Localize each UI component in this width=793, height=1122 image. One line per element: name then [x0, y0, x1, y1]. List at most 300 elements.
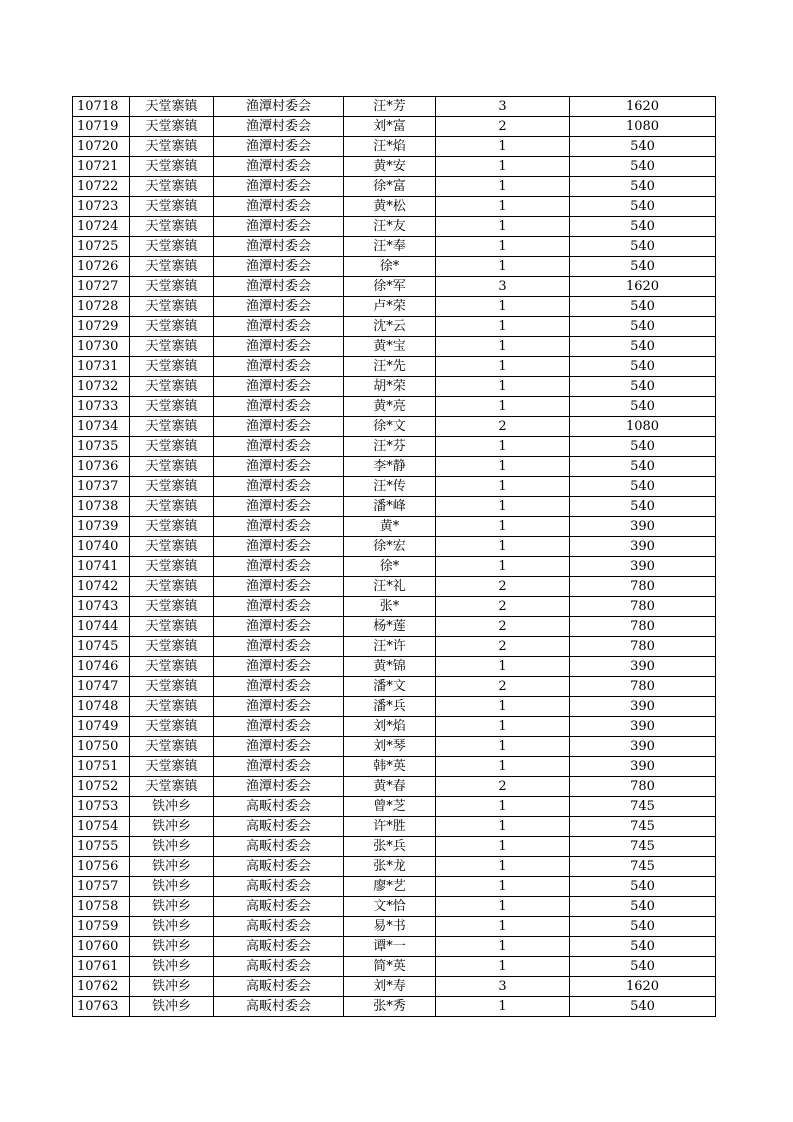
- count-cell: 1: [436, 937, 570, 957]
- amount-cell: 780: [570, 637, 716, 657]
- amount-cell: 540: [570, 337, 716, 357]
- village-committee-cell: 渔潭村委会: [214, 337, 344, 357]
- row-id-cell: 10745: [73, 637, 130, 657]
- count-cell: 1: [436, 857, 570, 877]
- count-cell: 1: [436, 437, 570, 457]
- count-cell: 1: [436, 917, 570, 937]
- amount-cell: 390: [570, 517, 716, 537]
- table-row: [73, 577, 716, 597]
- count-cell: 1: [436, 357, 570, 377]
- row-id-cell: 10763: [73, 997, 130, 1017]
- town-cell: 天堂寨镇: [130, 377, 214, 397]
- amount-cell: 1620: [570, 277, 716, 297]
- name-cell: 李*静: [344, 457, 436, 477]
- row-id-cell: 10747: [73, 677, 130, 697]
- name-cell: 徐*文: [344, 417, 436, 437]
- name-cell: 汪*先: [344, 357, 436, 377]
- table-row: [73, 557, 716, 577]
- town-cell: 天堂寨镇: [130, 437, 214, 457]
- count-cell: 2: [436, 577, 570, 597]
- town-cell: 天堂寨镇: [130, 457, 214, 477]
- row-id-cell: 10741: [73, 557, 130, 577]
- amount-cell: 540: [570, 477, 716, 497]
- name-cell: 刘*琴: [344, 737, 436, 757]
- row-id-cell: 10740: [73, 537, 130, 557]
- name-cell: 汪*许: [344, 637, 436, 657]
- name-cell: 徐*富: [344, 177, 436, 197]
- count-cell: 3: [436, 277, 570, 297]
- amount-cell: 780: [570, 677, 716, 697]
- village-committee-cell: 渔潭村委会: [214, 597, 344, 617]
- amount-cell: 540: [570, 957, 716, 977]
- town-cell: 天堂寨镇: [130, 537, 214, 557]
- village-committee-cell: 渔潭村委会: [214, 317, 344, 337]
- row-id-cell: 10721: [73, 157, 130, 177]
- name-cell: 刘*富: [344, 117, 436, 137]
- count-cell: 1: [436, 477, 570, 497]
- town-cell: 天堂寨镇: [130, 677, 214, 697]
- amount-cell: 540: [570, 937, 716, 957]
- village-committee-cell: 渔潭村委会: [214, 97, 344, 117]
- row-id-cell: 10756: [73, 857, 130, 877]
- village-committee-cell: 渔潭村委会: [214, 697, 344, 717]
- town-cell: 天堂寨镇: [130, 277, 214, 297]
- name-cell: 黄*安: [344, 157, 436, 177]
- town-cell: 铁冲乡: [130, 837, 214, 857]
- row-id-cell: 10729: [73, 317, 130, 337]
- amount-cell: 540: [570, 177, 716, 197]
- town-cell: 天堂寨镇: [130, 477, 214, 497]
- village-committee-cell: 渔潭村委会: [214, 737, 344, 757]
- count-cell: 1: [436, 837, 570, 857]
- table-row: [73, 837, 716, 857]
- table-row: [73, 757, 716, 777]
- row-id-cell: 10743: [73, 597, 130, 617]
- count-cell: 1: [436, 877, 570, 897]
- village-committee-cell: 高畈村委会: [214, 857, 344, 877]
- name-cell: 汪*芳: [344, 97, 436, 117]
- village-committee-cell: 渔潭村委会: [214, 197, 344, 217]
- row-id-cell: 10726: [73, 257, 130, 277]
- count-cell: 2: [436, 117, 570, 137]
- count-cell: 1: [436, 457, 570, 477]
- table-row: [73, 617, 716, 637]
- town-cell: 天堂寨镇: [130, 617, 214, 637]
- row-id-cell: 10761: [73, 957, 130, 977]
- amount-cell: 540: [570, 497, 716, 517]
- town-cell: 天堂寨镇: [130, 497, 214, 517]
- amount-cell: 390: [570, 657, 716, 677]
- amount-cell: 390: [570, 737, 716, 757]
- row-id-cell: 10737: [73, 477, 130, 497]
- amount-cell: 390: [570, 557, 716, 577]
- village-committee-cell: 高畈村委会: [214, 837, 344, 857]
- table-row: [73, 657, 716, 677]
- amount-cell: 540: [570, 397, 716, 417]
- row-id-cell: 10739: [73, 517, 130, 537]
- table-row: [73, 597, 716, 617]
- village-committee-cell: 渔潭村委会: [214, 177, 344, 197]
- town-cell: 天堂寨镇: [130, 777, 214, 797]
- town-cell: 铁冲乡: [130, 917, 214, 937]
- name-cell: 汪*奉: [344, 237, 436, 257]
- name-cell: 许*胜: [344, 817, 436, 837]
- town-cell: 天堂寨镇: [130, 637, 214, 657]
- name-cell: 黄*松: [344, 197, 436, 217]
- table-row: [73, 497, 716, 517]
- town-cell: 天堂寨镇: [130, 297, 214, 317]
- table-row: [73, 937, 716, 957]
- village-committee-cell: 渔潭村委会: [214, 297, 344, 317]
- amount-cell: 780: [570, 777, 716, 797]
- table-row: [73, 257, 716, 277]
- amount-cell: 745: [570, 837, 716, 857]
- amount-cell: 540: [570, 297, 716, 317]
- row-id-cell: 10719: [73, 117, 130, 137]
- village-committee-cell: 高畈村委会: [214, 817, 344, 837]
- village-committee-cell: 高畈村委会: [214, 917, 344, 937]
- name-cell: 黄*宝: [344, 337, 436, 357]
- amount-cell: 540: [570, 197, 716, 217]
- table-row: [73, 97, 716, 117]
- name-cell: 韩*英: [344, 757, 436, 777]
- row-id-cell: 10753: [73, 797, 130, 817]
- name-cell: 刘*焰: [344, 717, 436, 737]
- amount-cell: 540: [570, 257, 716, 277]
- name-cell: 徐*: [344, 557, 436, 577]
- row-id-cell: 10722: [73, 177, 130, 197]
- name-cell: 黄*亮: [344, 397, 436, 417]
- village-committee-cell: 渔潭村委会: [214, 457, 344, 477]
- row-id-cell: 10762: [73, 977, 130, 997]
- village-committee-cell: 渔潭村委会: [214, 437, 344, 457]
- count-cell: 1: [436, 137, 570, 157]
- village-committee-cell: 渔潭村委会: [214, 217, 344, 237]
- row-id-cell: 10728: [73, 297, 130, 317]
- amount-cell: 390: [570, 717, 716, 737]
- village-committee-cell: 高畈村委会: [214, 997, 344, 1017]
- town-cell: 天堂寨镇: [130, 237, 214, 257]
- name-cell: 徐*宏: [344, 537, 436, 557]
- count-cell: 2: [436, 617, 570, 637]
- name-cell: 刘*寿: [344, 977, 436, 997]
- amount-cell: 540: [570, 237, 716, 257]
- row-id-cell: 10730: [73, 337, 130, 357]
- town-cell: 铁冲乡: [130, 817, 214, 837]
- village-committee-cell: 渔潭村委会: [214, 537, 344, 557]
- amount-cell: 540: [570, 377, 716, 397]
- village-committee-cell: 渔潭村委会: [214, 277, 344, 297]
- row-id-cell: 10733: [73, 397, 130, 417]
- town-cell: 天堂寨镇: [130, 737, 214, 757]
- name-cell: 简*英: [344, 957, 436, 977]
- amount-cell: 540: [570, 877, 716, 897]
- town-cell: 天堂寨镇: [130, 317, 214, 337]
- amount-cell: 540: [570, 437, 716, 457]
- table-row: [73, 977, 716, 997]
- name-cell: 曾*芝: [344, 797, 436, 817]
- count-cell: 1: [436, 897, 570, 917]
- amount-cell: 540: [570, 997, 716, 1017]
- table-row: [73, 217, 716, 237]
- row-id-cell: 10750: [73, 737, 130, 757]
- amount-cell: 1080: [570, 417, 716, 437]
- table-row: [73, 737, 716, 757]
- row-id-cell: 10758: [73, 897, 130, 917]
- name-cell: 黄*锦: [344, 657, 436, 677]
- table-row: [73, 417, 716, 437]
- count-cell: 1: [436, 497, 570, 517]
- name-cell: 沈*云: [344, 317, 436, 337]
- count-cell: 1: [436, 257, 570, 277]
- village-committee-cell: 渔潭村委会: [214, 517, 344, 537]
- village-committee-cell: 渔潭村委会: [214, 237, 344, 257]
- town-cell: 天堂寨镇: [130, 417, 214, 437]
- row-id-cell: 10732: [73, 377, 130, 397]
- count-cell: 1: [436, 717, 570, 737]
- row-id-cell: 10760: [73, 937, 130, 957]
- row-id-cell: 10725: [73, 237, 130, 257]
- name-cell: 汪*焰: [344, 137, 436, 157]
- amount-cell: 390: [570, 697, 716, 717]
- name-cell: 汪*芬: [344, 437, 436, 457]
- count-cell: 1: [436, 217, 570, 237]
- count-cell: 3: [436, 977, 570, 997]
- town-cell: 铁冲乡: [130, 877, 214, 897]
- count-cell: 2: [436, 597, 570, 617]
- row-id-cell: 10727: [73, 277, 130, 297]
- table-row: [73, 997, 716, 1017]
- table-row: [73, 397, 716, 417]
- town-cell: 天堂寨镇: [130, 717, 214, 737]
- count-cell: 2: [436, 637, 570, 657]
- town-cell: 天堂寨镇: [130, 517, 214, 537]
- town-cell: 天堂寨镇: [130, 157, 214, 177]
- amount-cell: 390: [570, 537, 716, 557]
- name-cell: 黄*: [344, 517, 436, 537]
- village-committee-cell: 渔潭村委会: [214, 757, 344, 777]
- amount-cell: 780: [570, 577, 716, 597]
- village-committee-cell: 渔潭村委会: [214, 157, 344, 177]
- name-cell: 胡*荣: [344, 377, 436, 397]
- table-row: [73, 297, 716, 317]
- table-row: [73, 957, 716, 977]
- count-cell: 1: [436, 557, 570, 577]
- table-row: [73, 857, 716, 877]
- count-cell: 1: [436, 957, 570, 977]
- town-cell: 天堂寨镇: [130, 177, 214, 197]
- village-committee-cell: 高畈村委会: [214, 797, 344, 817]
- table-row: [73, 677, 716, 697]
- row-id-cell: 10731: [73, 357, 130, 377]
- village-committee-cell: 渔潭村委会: [214, 257, 344, 277]
- town-cell: 天堂寨镇: [130, 137, 214, 157]
- town-cell: 天堂寨镇: [130, 597, 214, 617]
- row-id-cell: 10757: [73, 877, 130, 897]
- town-cell: 天堂寨镇: [130, 577, 214, 597]
- table-row: [73, 917, 716, 937]
- amount-cell: 780: [570, 617, 716, 637]
- table-row: [73, 137, 716, 157]
- village-committee-cell: 高畈村委会: [214, 977, 344, 997]
- count-cell: 1: [436, 737, 570, 757]
- town-cell: 天堂寨镇: [130, 397, 214, 417]
- row-id-cell: 10754: [73, 817, 130, 837]
- table-row: [73, 357, 716, 377]
- count-cell: 1: [436, 697, 570, 717]
- count-cell: 1: [436, 657, 570, 677]
- count-cell: 1: [436, 797, 570, 817]
- town-cell: 天堂寨镇: [130, 697, 214, 717]
- village-committee-cell: 渔潭村委会: [214, 477, 344, 497]
- row-id-cell: 10751: [73, 757, 130, 777]
- count-cell: 1: [436, 757, 570, 777]
- table-row: [73, 897, 716, 917]
- village-committee-cell: 渔潭村委会: [214, 557, 344, 577]
- count-cell: 1: [436, 177, 570, 197]
- town-cell: 天堂寨镇: [130, 117, 214, 137]
- amount-cell: 745: [570, 817, 716, 837]
- count-cell: 1: [436, 237, 570, 257]
- table-row: [73, 377, 716, 397]
- name-cell: 潘*文: [344, 677, 436, 697]
- name-cell: 张*龙: [344, 857, 436, 877]
- row-id-cell: 10718: [73, 97, 130, 117]
- table-row: [73, 777, 716, 797]
- village-committee-cell: 渔潭村委会: [214, 637, 344, 657]
- count-cell: 1: [436, 377, 570, 397]
- village-committee-cell: 渔潭村委会: [214, 677, 344, 697]
- count-cell: 1: [436, 397, 570, 417]
- count-cell: 1: [436, 517, 570, 537]
- name-cell: 汪*传: [344, 477, 436, 497]
- name-cell: 文*恰: [344, 897, 436, 917]
- data-table: [72, 96, 716, 1017]
- town-cell: 天堂寨镇: [130, 97, 214, 117]
- table-row: [73, 157, 716, 177]
- town-cell: 铁冲乡: [130, 977, 214, 997]
- count-cell: 2: [436, 417, 570, 437]
- town-cell: 铁冲乡: [130, 857, 214, 877]
- village-committee-cell: 渔潭村委会: [214, 357, 344, 377]
- village-committee-cell: 高畈村委会: [214, 937, 344, 957]
- name-cell: 徐*: [344, 257, 436, 277]
- town-cell: 铁冲乡: [130, 957, 214, 977]
- table-row: [73, 697, 716, 717]
- name-cell: 杨*莲: [344, 617, 436, 637]
- amount-cell: 540: [570, 137, 716, 157]
- table-row: [73, 637, 716, 657]
- village-committee-cell: 渔潭村委会: [214, 117, 344, 137]
- town-cell: 天堂寨镇: [130, 337, 214, 357]
- village-committee-cell: 渔潭村委会: [214, 377, 344, 397]
- name-cell: 谭*一: [344, 937, 436, 957]
- table-row: [73, 797, 716, 817]
- village-committee-cell: 渔潭村委会: [214, 777, 344, 797]
- amount-cell: 540: [570, 157, 716, 177]
- amount-cell: 540: [570, 317, 716, 337]
- village-committee-cell: 渔潭村委会: [214, 497, 344, 517]
- town-cell: 天堂寨镇: [130, 557, 214, 577]
- amount-cell: 540: [570, 917, 716, 937]
- count-cell: 2: [436, 677, 570, 697]
- amount-cell: 1080: [570, 117, 716, 137]
- amount-cell: 540: [570, 357, 716, 377]
- town-cell: 铁冲乡: [130, 897, 214, 917]
- table-row: [73, 717, 716, 737]
- row-id-cell: 10723: [73, 197, 130, 217]
- name-cell: 潘*兵: [344, 697, 436, 717]
- count-cell: 1: [436, 997, 570, 1017]
- row-id-cell: 10752: [73, 777, 130, 797]
- row-id-cell: 10735: [73, 437, 130, 457]
- village-committee-cell: 渔潭村委会: [214, 417, 344, 437]
- count-cell: 1: [436, 537, 570, 557]
- amount-cell: 745: [570, 857, 716, 877]
- row-id-cell: 10749: [73, 717, 130, 737]
- amount-cell: 540: [570, 217, 716, 237]
- table-row: [73, 337, 716, 357]
- amount-cell: 390: [570, 757, 716, 777]
- count-cell: 1: [436, 317, 570, 337]
- table-row: [73, 117, 716, 137]
- town-cell: 天堂寨镇: [130, 757, 214, 777]
- village-committee-cell: 渔潭村委会: [214, 657, 344, 677]
- table-body: [73, 97, 716, 1017]
- town-cell: 天堂寨镇: [130, 657, 214, 677]
- name-cell: 张*秀: [344, 997, 436, 1017]
- count-cell: 1: [436, 337, 570, 357]
- amount-cell: 540: [570, 897, 716, 917]
- village-committee-cell: 渔潭村委会: [214, 397, 344, 417]
- name-cell: 张*: [344, 597, 436, 617]
- town-cell: 天堂寨镇: [130, 197, 214, 217]
- amount-cell: 780: [570, 597, 716, 617]
- name-cell: 潘*峰: [344, 497, 436, 517]
- row-id-cell: 10742: [73, 577, 130, 597]
- table-row: [73, 197, 716, 217]
- count-cell: 1: [436, 197, 570, 217]
- name-cell: 廖*艺: [344, 877, 436, 897]
- amount-cell: 745: [570, 797, 716, 817]
- table-row: [73, 437, 716, 457]
- table-row: [73, 177, 716, 197]
- town-cell: 天堂寨镇: [130, 357, 214, 377]
- name-cell: 卢*荣: [344, 297, 436, 317]
- town-cell: 天堂寨镇: [130, 257, 214, 277]
- count-cell: 1: [436, 297, 570, 317]
- amount-cell: 1620: [570, 977, 716, 997]
- table-row: [73, 477, 716, 497]
- table-row: [73, 817, 716, 837]
- table-row: [73, 517, 716, 537]
- row-id-cell: 10755: [73, 837, 130, 857]
- village-committee-cell: 高畈村委会: [214, 957, 344, 977]
- name-cell: 汪*礼: [344, 577, 436, 597]
- name-cell: 张*兵: [344, 837, 436, 857]
- town-cell: 铁冲乡: [130, 937, 214, 957]
- table-row: [73, 457, 716, 477]
- name-cell: 易*书: [344, 917, 436, 937]
- village-committee-cell: 渔潭村委会: [214, 617, 344, 637]
- table-row: [73, 537, 716, 557]
- row-id-cell: 10744: [73, 617, 130, 637]
- row-id-cell: 10724: [73, 217, 130, 237]
- village-committee-cell: 高畈村委会: [214, 897, 344, 917]
- row-id-cell: 10759: [73, 917, 130, 937]
- table-row: [73, 277, 716, 297]
- name-cell: 黄*春: [344, 777, 436, 797]
